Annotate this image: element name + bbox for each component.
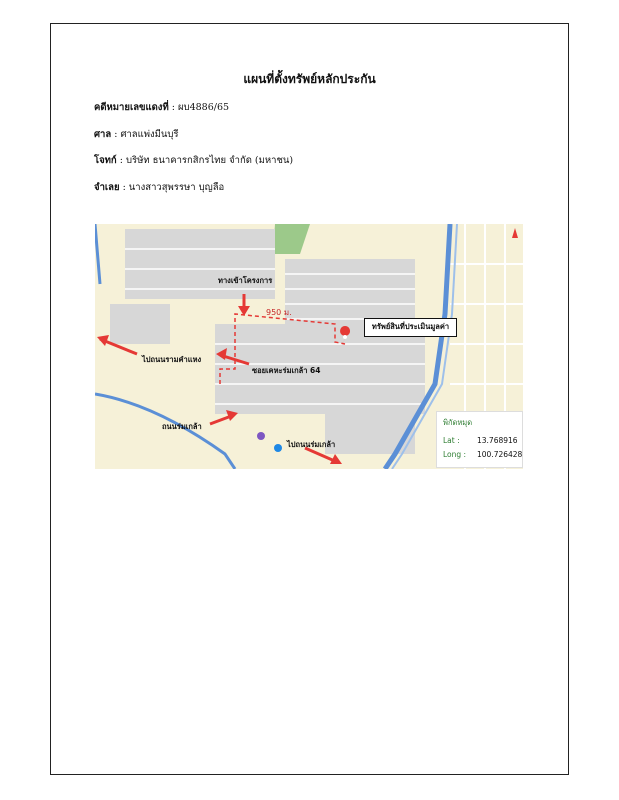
to-ramkhamhaeng-label: ไปถนนรามคำแหง — [142, 355, 202, 364]
case-number-label: คดีหมายเลขแดงที่ — [94, 102, 169, 113]
to-romklao-label: ไปถนนร่มเกล้า — [287, 440, 336, 449]
coordinates-header: พิกัดหมุด — [443, 418, 473, 427]
court-value: : ศาลแพ่งมีนบุรี — [114, 129, 179, 140]
property-label: ทรัพย์สินที่ประเมินมูลค่า — [364, 318, 457, 337]
case-number-value: : ผบ4886/65 — [171, 102, 230, 113]
lat-value: 13.768916 — [477, 436, 518, 445]
coordinates-box — [436, 411, 523, 468]
lat-label: Lat : — [443, 436, 460, 445]
case-number-field — [94, 100, 229, 115]
court-label: ศาล — [94, 129, 112, 140]
document-title: แผนที่ตั้งทรัพย์หลักประกัน — [243, 72, 376, 86]
court-field — [94, 127, 179, 142]
soi-label: ซอยเคหะร่มเกล้า 64 — [252, 366, 321, 375]
plaintiff-value: : บริษัท ธนาคารกสิกรไทย จำกัด (มหาชน) — [119, 155, 294, 166]
defendant-value: : นางสาวสุพรรษา บุญลือ — [122, 182, 225, 193]
romklao-road-label: ถนนร่มเกล้า — [162, 422, 202, 431]
project-entrance-label: ทางเข้าโครงการ — [218, 276, 273, 285]
place-icon — [274, 444, 282, 452]
long-label: Long : — [443, 450, 467, 459]
place-icon — [257, 432, 265, 440]
distance-label: 950 ม. — [266, 308, 292, 317]
plaintiff-label: โจทก์ — [94, 155, 117, 166]
defendant-label: จำเลย — [94, 182, 120, 193]
defendant-field — [94, 180, 224, 195]
plaintiff-field — [94, 153, 293, 168]
long-value: 100.726428 — [477, 450, 523, 459]
